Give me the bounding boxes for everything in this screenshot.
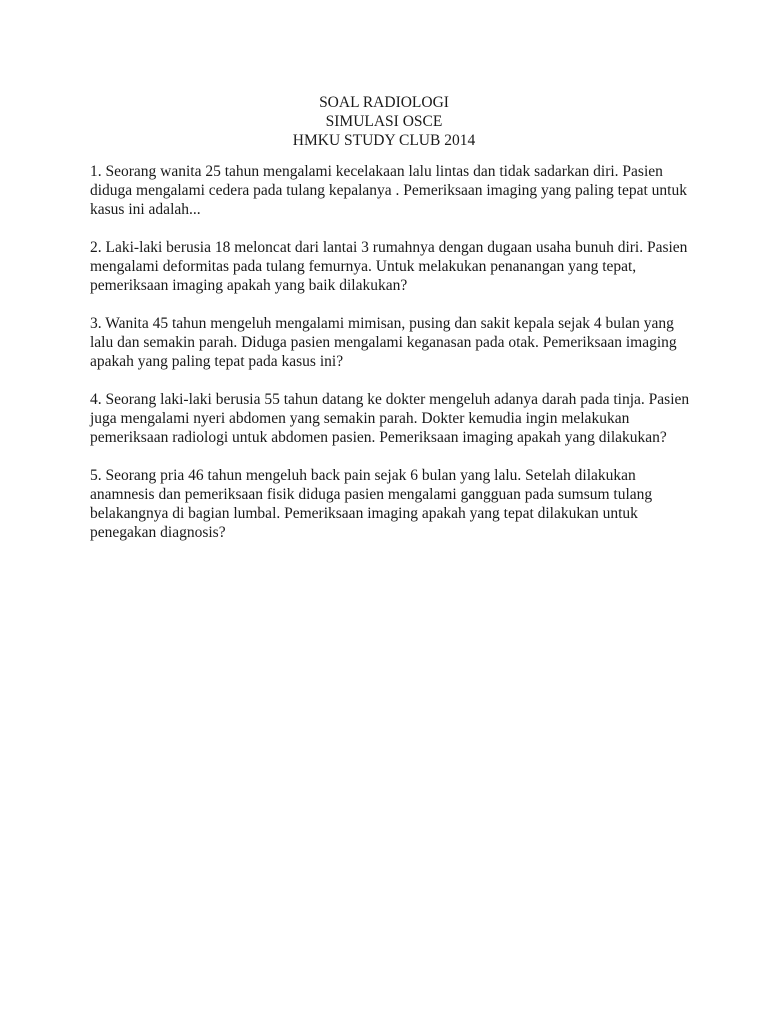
question-2-line-3: pemeriksaan imaging apakah yang baik dilakukan? bbox=[90, 277, 408, 294]
question-3-line-2: lalu dan semakin parah. Diduga pasien mengalami keganasan pada otak. Pemeriksaan imaging bbox=[90, 334, 677, 351]
question-5-line-2: anamnesis dan pemeriksaan fisik diduga pasien mengalami gangguan pada sumsum tulang bbox=[90, 486, 653, 503]
question-4-line-3: pemeriksaan radiologi untuk abdomen pasien. Pemeriksaan imaging apakah yang dilakukan? bbox=[90, 429, 667, 446]
question-4-line-1: 4. Seorang laki-laki berusia 55 tahun datang ke dokter mengeluh adanya darah pada tinja. Pasien bbox=[90, 391, 690, 408]
question-5-line-1: 5. Seorang pria 46 tahun mengeluh back pain sejak 6 bulan yang lalu. Setelah dilakukan bbox=[90, 467, 636, 484]
question-3-line-3: apakah yang paling tepat pada kasus ini? bbox=[90, 353, 344, 370]
question-list bbox=[90, 162, 690, 561]
question-1-line-1: 1. Seorang wanita 25 tahun mengalami kecelakaan lalu lintas dan tidak sadarkan diri. Pasien bbox=[90, 163, 663, 180]
question-3-line-1: 3. Wanita 45 tahun mengeluh mengalami mimisan, pusing dan sakit kepala sejak 4 bulan yang bbox=[90, 315, 674, 332]
question-1-line-3: kasus ini adalah... bbox=[90, 201, 201, 218]
question-1-line-2: diduga mengalami cedera pada tulang kepalanya . Pemeriksaan imaging yang paling tepat untuk bbox=[90, 182, 687, 199]
question-5-line-4: penegakan diagnosis? bbox=[90, 524, 226, 541]
question-5-line-3: belakangnya di bagian lumbal. Pemeriksaan imaging apakah yang tepat dilakukan untuk bbox=[90, 505, 638, 522]
title-line-2: SIMULASI OSCE bbox=[325, 113, 443, 130]
title-line-1: SOAL RADIOLOGI bbox=[319, 94, 449, 111]
question-2 bbox=[90, 238, 688, 295]
document-header bbox=[0, 93, 768, 150]
question-1 bbox=[90, 162, 687, 219]
question-4 bbox=[90, 390, 690, 447]
question-2-line-2: mengalami deformitas pada tulang femurnya. Untuk melakukan penanangan yang tepat, bbox=[90, 258, 637, 275]
question-2-line-1: 2. Laki-laki berusia 18 meloncat dari lantai 3 rumahnya dengan dugaan usaha bunuh diri. Pasien bbox=[90, 239, 688, 256]
title-line-3: HMKU STUDY CLUB 2014 bbox=[292, 132, 476, 149]
question-5 bbox=[90, 466, 680, 542]
question-4-line-2: juga mengalami nyeri abdomen yang semakin parah. Dokter kemudia ingin melakukan bbox=[90, 410, 630, 427]
question-3 bbox=[90, 314, 680, 371]
